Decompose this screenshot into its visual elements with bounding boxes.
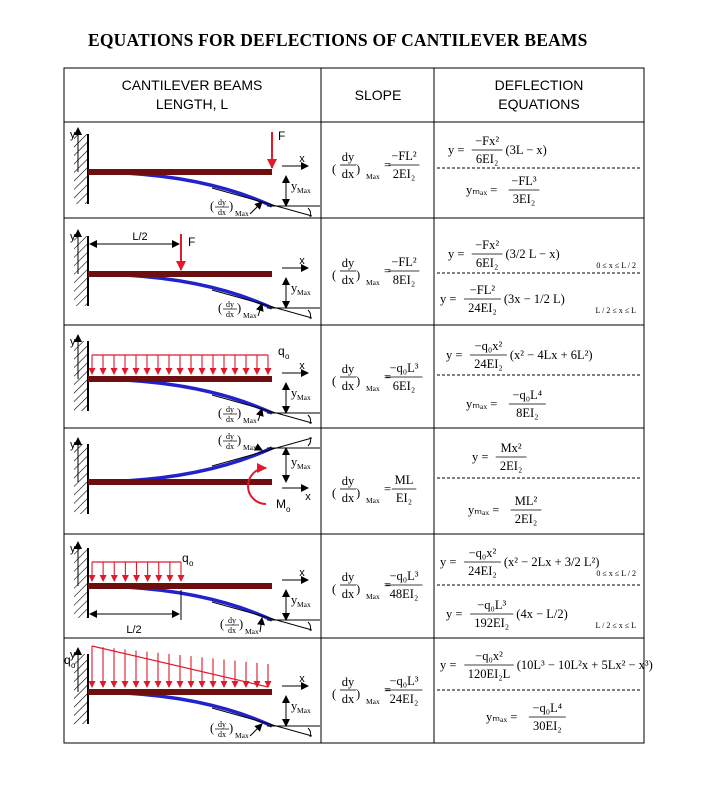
slope-label-max: Max xyxy=(243,416,257,425)
slope-label-dy: dy xyxy=(218,198,226,207)
wall-hatch xyxy=(74,134,88,204)
slope-paren-open: ( xyxy=(332,687,337,701)
eq1-frac-num: Mx² xyxy=(500,441,522,455)
beam-bar xyxy=(88,271,272,277)
slope-paren-open: ( xyxy=(332,486,337,500)
slope-dy: dy xyxy=(341,675,355,689)
wall-hatch xyxy=(74,341,88,411)
eq2-frac-num: −q₀L⁴ xyxy=(532,701,563,715)
diagram-end-load xyxy=(70,128,320,218)
slope-equals: = xyxy=(384,482,392,496)
deflection-end-moment xyxy=(468,441,541,526)
slope-paren-close: ) xyxy=(356,582,361,596)
slope-equals: = xyxy=(384,264,392,278)
slope-frac-den: 6EI₂ xyxy=(392,379,416,393)
slope-label-max: Max xyxy=(243,311,257,320)
ymax-subscript: Max xyxy=(297,288,311,297)
eq2-frac-den: 192EI₂ xyxy=(474,616,510,630)
load-label: q xyxy=(278,344,285,358)
beam-bar xyxy=(88,583,272,589)
slope-frac-den: 2EI₂ xyxy=(392,167,416,181)
slope-equals: = xyxy=(384,158,392,172)
ymax-subscript: Max xyxy=(297,186,311,195)
slope-dy: dy xyxy=(341,256,355,270)
load-label-sub: o xyxy=(71,661,76,670)
slope-frac-den: 48EI₂ xyxy=(389,587,419,601)
eq2-lhs: y = xyxy=(440,292,457,306)
deflection-triangular-load xyxy=(440,649,653,733)
diagram-uniform-load xyxy=(70,335,320,425)
slope-label-dx: dx xyxy=(228,626,236,635)
paren-close: ) xyxy=(237,301,242,315)
slope-max-sub: Max xyxy=(366,496,380,505)
eq1-frac-den: 120EI₂L xyxy=(467,667,511,681)
slope-label-dx: dx xyxy=(226,415,234,424)
moment-arrow xyxy=(248,468,266,504)
eq1-tail: (10L³ − 10L²x + 5Lx² − x³) xyxy=(516,658,653,672)
slope-dx: dx xyxy=(341,379,355,393)
slope-frac-den: EI₂ xyxy=(395,491,413,505)
eq1-lhs: y = xyxy=(440,658,457,672)
slope-midspan-load xyxy=(332,255,419,287)
slope-label-dy: dy xyxy=(226,432,234,441)
deflection-equations xyxy=(440,134,653,733)
load-label-sub: o xyxy=(285,352,290,361)
eq2-frac-den: 8EI₂ xyxy=(516,406,539,420)
eq2-lhs: yₘₐₓ = xyxy=(466,183,498,197)
beam-bar xyxy=(88,479,272,485)
slope-frac-num: −FL² xyxy=(391,149,417,163)
deflected-curve xyxy=(88,586,272,620)
eq2-tail: (3x − 1/2 L) xyxy=(503,292,565,306)
eq2-lhs: yₘₐₓ = xyxy=(468,503,500,517)
slope-frac-num: −q₀L³ xyxy=(389,674,419,688)
slope-frac-den: 24EI₂ xyxy=(389,692,419,706)
eq2-tail: (4x − L/2) xyxy=(516,607,568,621)
slope-paren-close: ) xyxy=(356,162,361,176)
force-label: F xyxy=(278,129,286,143)
eq1-lhs: y = xyxy=(472,450,489,464)
slope-frac-num: −FL² xyxy=(391,255,417,269)
eq1-frac-den: 6EI₂ xyxy=(475,256,499,270)
deflected-curve xyxy=(88,692,272,726)
ymax-label: y xyxy=(291,386,298,400)
y-axis-label: y xyxy=(70,129,76,141)
x-axis-label: x xyxy=(299,360,305,372)
beam-diagrams xyxy=(64,128,320,740)
slope-max-sub: Max xyxy=(366,172,380,181)
eq1-frac-num: −q₀x² xyxy=(474,339,503,353)
paren-open: ( xyxy=(218,433,223,447)
slope-paren-open: ( xyxy=(332,162,337,176)
slope-paren-close: ) xyxy=(356,486,361,500)
slope-max-sub: Max xyxy=(366,278,380,287)
diagram-end-moment xyxy=(70,432,320,514)
slope-dy: dy xyxy=(341,474,355,488)
paren-open: ( xyxy=(218,406,223,420)
force-label: F xyxy=(188,235,196,249)
moment-label: M xyxy=(276,497,286,511)
eq1-lhs: y = xyxy=(448,143,465,157)
slope-dx: dx xyxy=(341,692,355,706)
slope-label-arrow xyxy=(258,304,262,316)
slope-paren-open: ( xyxy=(332,268,337,282)
header-slope: SLOPE xyxy=(354,87,402,103)
slope-label-arrow xyxy=(258,448,262,450)
eq1-frac-den: 6EI₂ xyxy=(475,152,499,166)
deflected-curve xyxy=(88,379,272,413)
slope-equals: = xyxy=(384,578,392,592)
eq1-frac-den: 24EI₂ xyxy=(474,357,503,371)
slope-dx: dx xyxy=(341,587,355,601)
paren-close: ) xyxy=(237,406,242,420)
y-axis-label: y xyxy=(70,231,76,243)
eq2-frac-den: 3EI₂ xyxy=(512,192,536,206)
header-deflection-line1: DEFLECTION xyxy=(494,77,584,93)
eq1-frac-num: −q₀x² xyxy=(475,649,503,663)
slope-label-dx: dx xyxy=(226,310,234,319)
diagram-triangular-load xyxy=(64,646,320,740)
ymax-subscript: Max xyxy=(297,600,311,609)
slope-paren-close: ) xyxy=(356,687,361,701)
slope-half-uniform-load xyxy=(332,569,423,601)
eq2-frac-num: −FL² xyxy=(469,283,496,297)
eq2-lhs: y = xyxy=(446,607,463,621)
eq2-frac-num: −q₀L⁴ xyxy=(512,388,543,402)
slope-paren-close: ) xyxy=(356,268,361,282)
slope-label-max: Max xyxy=(243,443,257,452)
deflected-curve xyxy=(88,172,272,206)
ymax-label: y xyxy=(291,455,298,469)
eq2-frac-num: ML² xyxy=(514,494,538,508)
x-axis-label: x xyxy=(299,567,305,579)
slope-paren-open: ( xyxy=(332,374,337,388)
paren-close: ) xyxy=(229,721,234,735)
page-title: EQUATIONS FOR DEFLECTIONS OF CANTILEVER BEAMS xyxy=(88,30,588,50)
slope-label-arrow xyxy=(250,202,262,214)
deflection-half-uniform-load xyxy=(440,546,636,630)
slope-label-arrow xyxy=(258,409,262,421)
slope-equals: = xyxy=(384,370,392,384)
slope-label-dy: dy xyxy=(226,300,234,309)
eq1-lhs: y = xyxy=(440,555,457,569)
ymax-subscript: Max xyxy=(297,706,311,715)
x-axis-label: x xyxy=(299,153,305,165)
slope-dx: dx xyxy=(341,273,355,287)
slope-label-dy: dy xyxy=(226,405,234,414)
eq1-tail: (x² − 4Lx + 6L²) xyxy=(509,348,593,362)
header-beams-line1: CANTILEVER BEAMS xyxy=(121,77,263,93)
slope-label-arrow xyxy=(250,724,262,736)
y-axis-label: y xyxy=(70,649,76,661)
slope-paren-open: ( xyxy=(332,582,337,596)
eq2-lhs: yₘₐₓ = xyxy=(466,397,498,411)
slope-label-arrow xyxy=(260,618,262,632)
eq1-lhs: y = xyxy=(446,348,463,362)
slope-label-max: Max xyxy=(245,627,259,636)
deflection-uniform-load xyxy=(446,339,593,420)
y-axis-label: y xyxy=(70,439,76,451)
wall-hatch xyxy=(74,654,88,724)
load-label: q xyxy=(182,551,189,565)
slope-end-load xyxy=(332,149,419,181)
eq1-frac-num: −q₀x² xyxy=(468,546,497,560)
header-beams-line2: LENGTH, L xyxy=(155,96,229,112)
slope-frac-num: −q₀L³ xyxy=(389,569,419,583)
deflected-curve xyxy=(88,274,272,308)
slope-dy: dy xyxy=(341,150,355,164)
paren-close: ) xyxy=(239,617,244,631)
eq2-frac-num: −FL³ xyxy=(511,174,537,188)
ymax-subscript: Max xyxy=(297,393,311,402)
eq1-frac-num: −Fx² xyxy=(475,134,500,148)
slope-label-dy: dy xyxy=(218,720,226,729)
deflected-curve xyxy=(88,448,272,482)
slope-label-max: Max xyxy=(235,209,249,218)
paren-open: ( xyxy=(220,617,225,631)
slope-frac-num: ML xyxy=(394,473,414,487)
half-length-label: L/2 xyxy=(132,231,148,243)
x-axis-label: x xyxy=(299,673,305,685)
beam-bar xyxy=(88,376,272,382)
header-deflection-line2: EQUATIONS xyxy=(498,96,580,112)
beam-bar xyxy=(88,169,272,175)
ymax-label: y xyxy=(291,699,298,713)
load-label-sub: o xyxy=(189,559,194,568)
moment-label-sub: o xyxy=(286,505,291,514)
slope-end-moment xyxy=(332,473,416,505)
slope-uniform-load xyxy=(332,361,423,393)
wall-hatch xyxy=(74,548,88,618)
ymax-label: y xyxy=(291,593,298,607)
eq2-range: L / 2 ≤ x ≤ L xyxy=(595,621,636,630)
paren-open: ( xyxy=(210,721,215,735)
slope-dy: dy xyxy=(341,362,355,376)
eq2-lhs: yₘₐₓ = xyxy=(486,710,518,724)
wall-hatch xyxy=(74,236,88,306)
slope-dx: dx xyxy=(341,167,355,181)
wall-hatch xyxy=(74,444,88,514)
eq1-frac-den: 24EI₂ xyxy=(468,564,497,578)
eq1-range: 0 ≤ x ≤ L / 2 xyxy=(596,569,636,578)
slope-label-dx: dx xyxy=(226,442,234,451)
eq2-frac-den: 30EI₂ xyxy=(532,719,562,733)
ymax-subscript: Max xyxy=(297,462,311,471)
y-axis-label: y xyxy=(70,543,76,555)
x-axis-label: x xyxy=(305,491,311,503)
eq1-frac-num: −Fx² xyxy=(475,238,500,252)
diagram-half-uniform-load xyxy=(70,542,320,636)
eq1-frac-den: 2EI₂ xyxy=(499,459,523,473)
load-label: q xyxy=(64,653,71,667)
slope-dx: dx xyxy=(341,491,355,505)
eq2-range: L / 2 ≤ x ≤ L xyxy=(595,306,636,315)
eq2-frac-num: −q₀L³ xyxy=(477,598,507,612)
slope-label-dy: dy xyxy=(228,616,236,625)
slope-triangular-load xyxy=(332,674,423,706)
diagram-midspan-load xyxy=(70,230,320,320)
slope-label-max: Max xyxy=(235,731,249,740)
eq1-lhs: y = xyxy=(448,247,465,261)
slope-dy: dy xyxy=(341,570,355,584)
x-axis-label: x xyxy=(299,255,305,267)
slope-max-sub: Max xyxy=(366,697,380,706)
deflection-midspan-load xyxy=(440,238,636,315)
paren-open: ( xyxy=(210,199,215,213)
ymax-label: y xyxy=(291,281,298,295)
slope-label-dx: dx xyxy=(218,730,226,739)
eq2-frac-den: 2EI₂ xyxy=(514,512,538,526)
slope-frac-num: −q₀L³ xyxy=(389,361,419,375)
beam-bar xyxy=(88,689,272,695)
slope-paren-close: ) xyxy=(356,374,361,388)
paren-close: ) xyxy=(229,199,234,213)
eq1-range: 0 ≤ x ≤ L / 2 xyxy=(596,261,636,270)
slope-max-sub: Max xyxy=(366,592,380,601)
eq1-tail: (3/2 L − x) xyxy=(505,247,560,261)
slope-equals: = xyxy=(384,683,392,697)
half-length-label: L/2 xyxy=(126,624,142,636)
paren-open: ( xyxy=(218,301,223,315)
y-axis-label: y xyxy=(70,336,76,348)
ymax-label: y xyxy=(291,179,298,193)
deflection-end-load xyxy=(448,134,547,206)
slope-max-sub: Max xyxy=(366,384,380,393)
paren-close: ) xyxy=(237,433,242,447)
eq2-frac-den: 24EI₂ xyxy=(468,301,497,315)
slope-frac-den: 8EI₂ xyxy=(392,273,416,287)
eq1-tail: (x² − 2Lx + 3/2 L²) xyxy=(503,555,600,569)
slope-label-dx: dx xyxy=(218,208,226,217)
eq1-tail: (3L − x) xyxy=(505,143,547,157)
